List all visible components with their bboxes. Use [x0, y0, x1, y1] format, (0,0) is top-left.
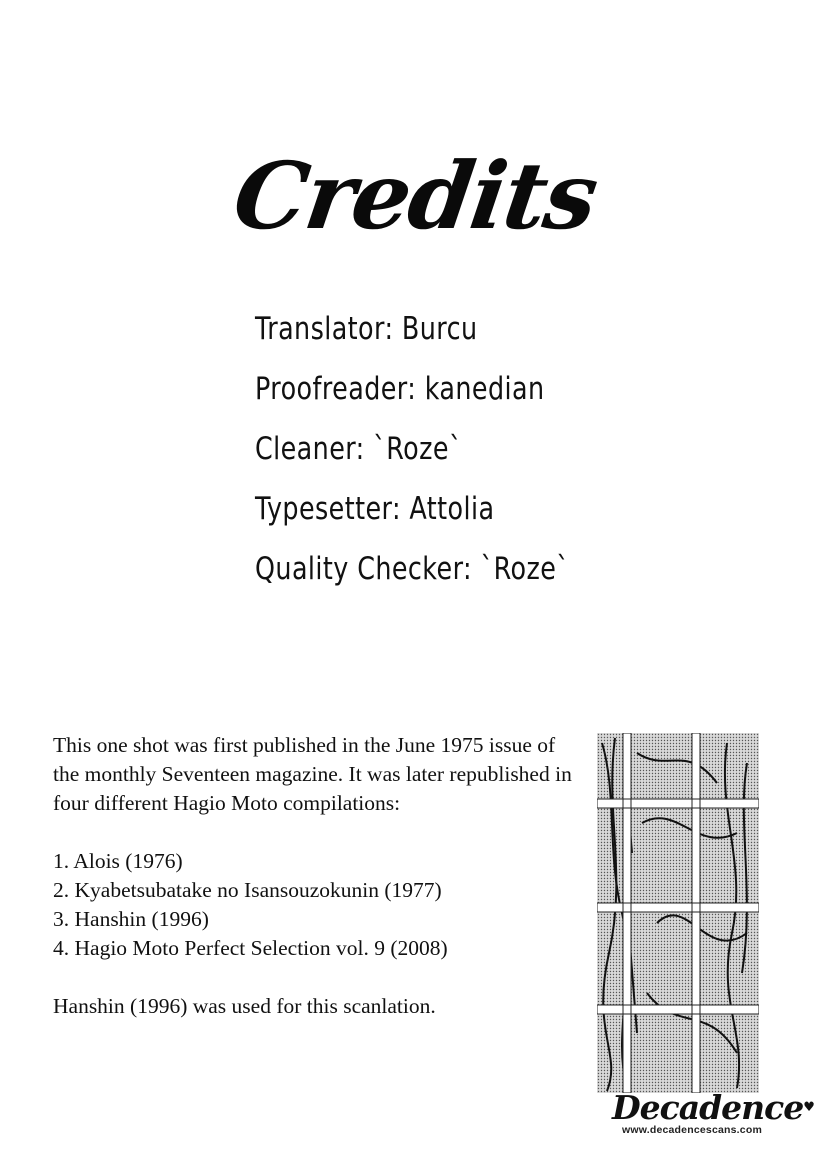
credit-role: Cleaner	[255, 431, 356, 467]
page-title: Credits	[227, 142, 603, 250]
credit-role: Translator	[255, 311, 385, 347]
compilation-item: 2. Kyabetsubatake no Isansouzokunin (1977)	[53, 878, 442, 902]
credit-name: `Roze`	[480, 551, 570, 587]
credit-role: Typesetter	[255, 491, 392, 527]
credit-role: Quality Checker	[255, 551, 463, 587]
compilation-item: 1. Alois (1976)	[53, 849, 183, 873]
heart-icon: ♥	[803, 1100, 814, 1115]
publication-note: This one shot was first published in the June 1975 issue of the monthly Seventeen magazine. It was later republished in four different Hagio Moto compilations:	[53, 733, 572, 815]
compilation-item: 3. Hanshin (1996)	[53, 907, 209, 931]
credit-name: Attolia	[409, 491, 495, 527]
compilation-item: 4. Hagio Moto Perfect Selection vol. 9 (2008)	[53, 936, 448, 960]
credit-line-translator: Translator: Burcu	[255, 311, 478, 347]
credit-line-quality-checker: Quality Checker: `Roze`	[255, 551, 570, 587]
logo-name: Decadence	[612, 1088, 804, 1127]
decadence-logo	[612, 1088, 814, 1136]
scan-note: Hanshin (1996) was used for this scanlation.	[53, 994, 436, 1018]
credit-name: Burcu	[401, 311, 478, 347]
manga-window-panel-image	[597, 733, 759, 1093]
credit-line-cleaner: Cleaner: `Roze`	[255, 431, 463, 467]
credit-name: kanedian	[424, 371, 545, 407]
credit-line-proofreader: Proofreader: kanedian	[255, 371, 545, 407]
credit-line-typesetter: Typesetter: Attolia	[255, 491, 495, 527]
compilation-list	[53, 847, 573, 963]
publication-info	[53, 731, 573, 1021]
credits-list	[255, 303, 638, 603]
credit-name: `Roze`	[373, 431, 463, 467]
logo-url: www.decadencescans.com	[622, 1124, 762, 1136]
credit-role: Proofreader	[255, 371, 408, 407]
